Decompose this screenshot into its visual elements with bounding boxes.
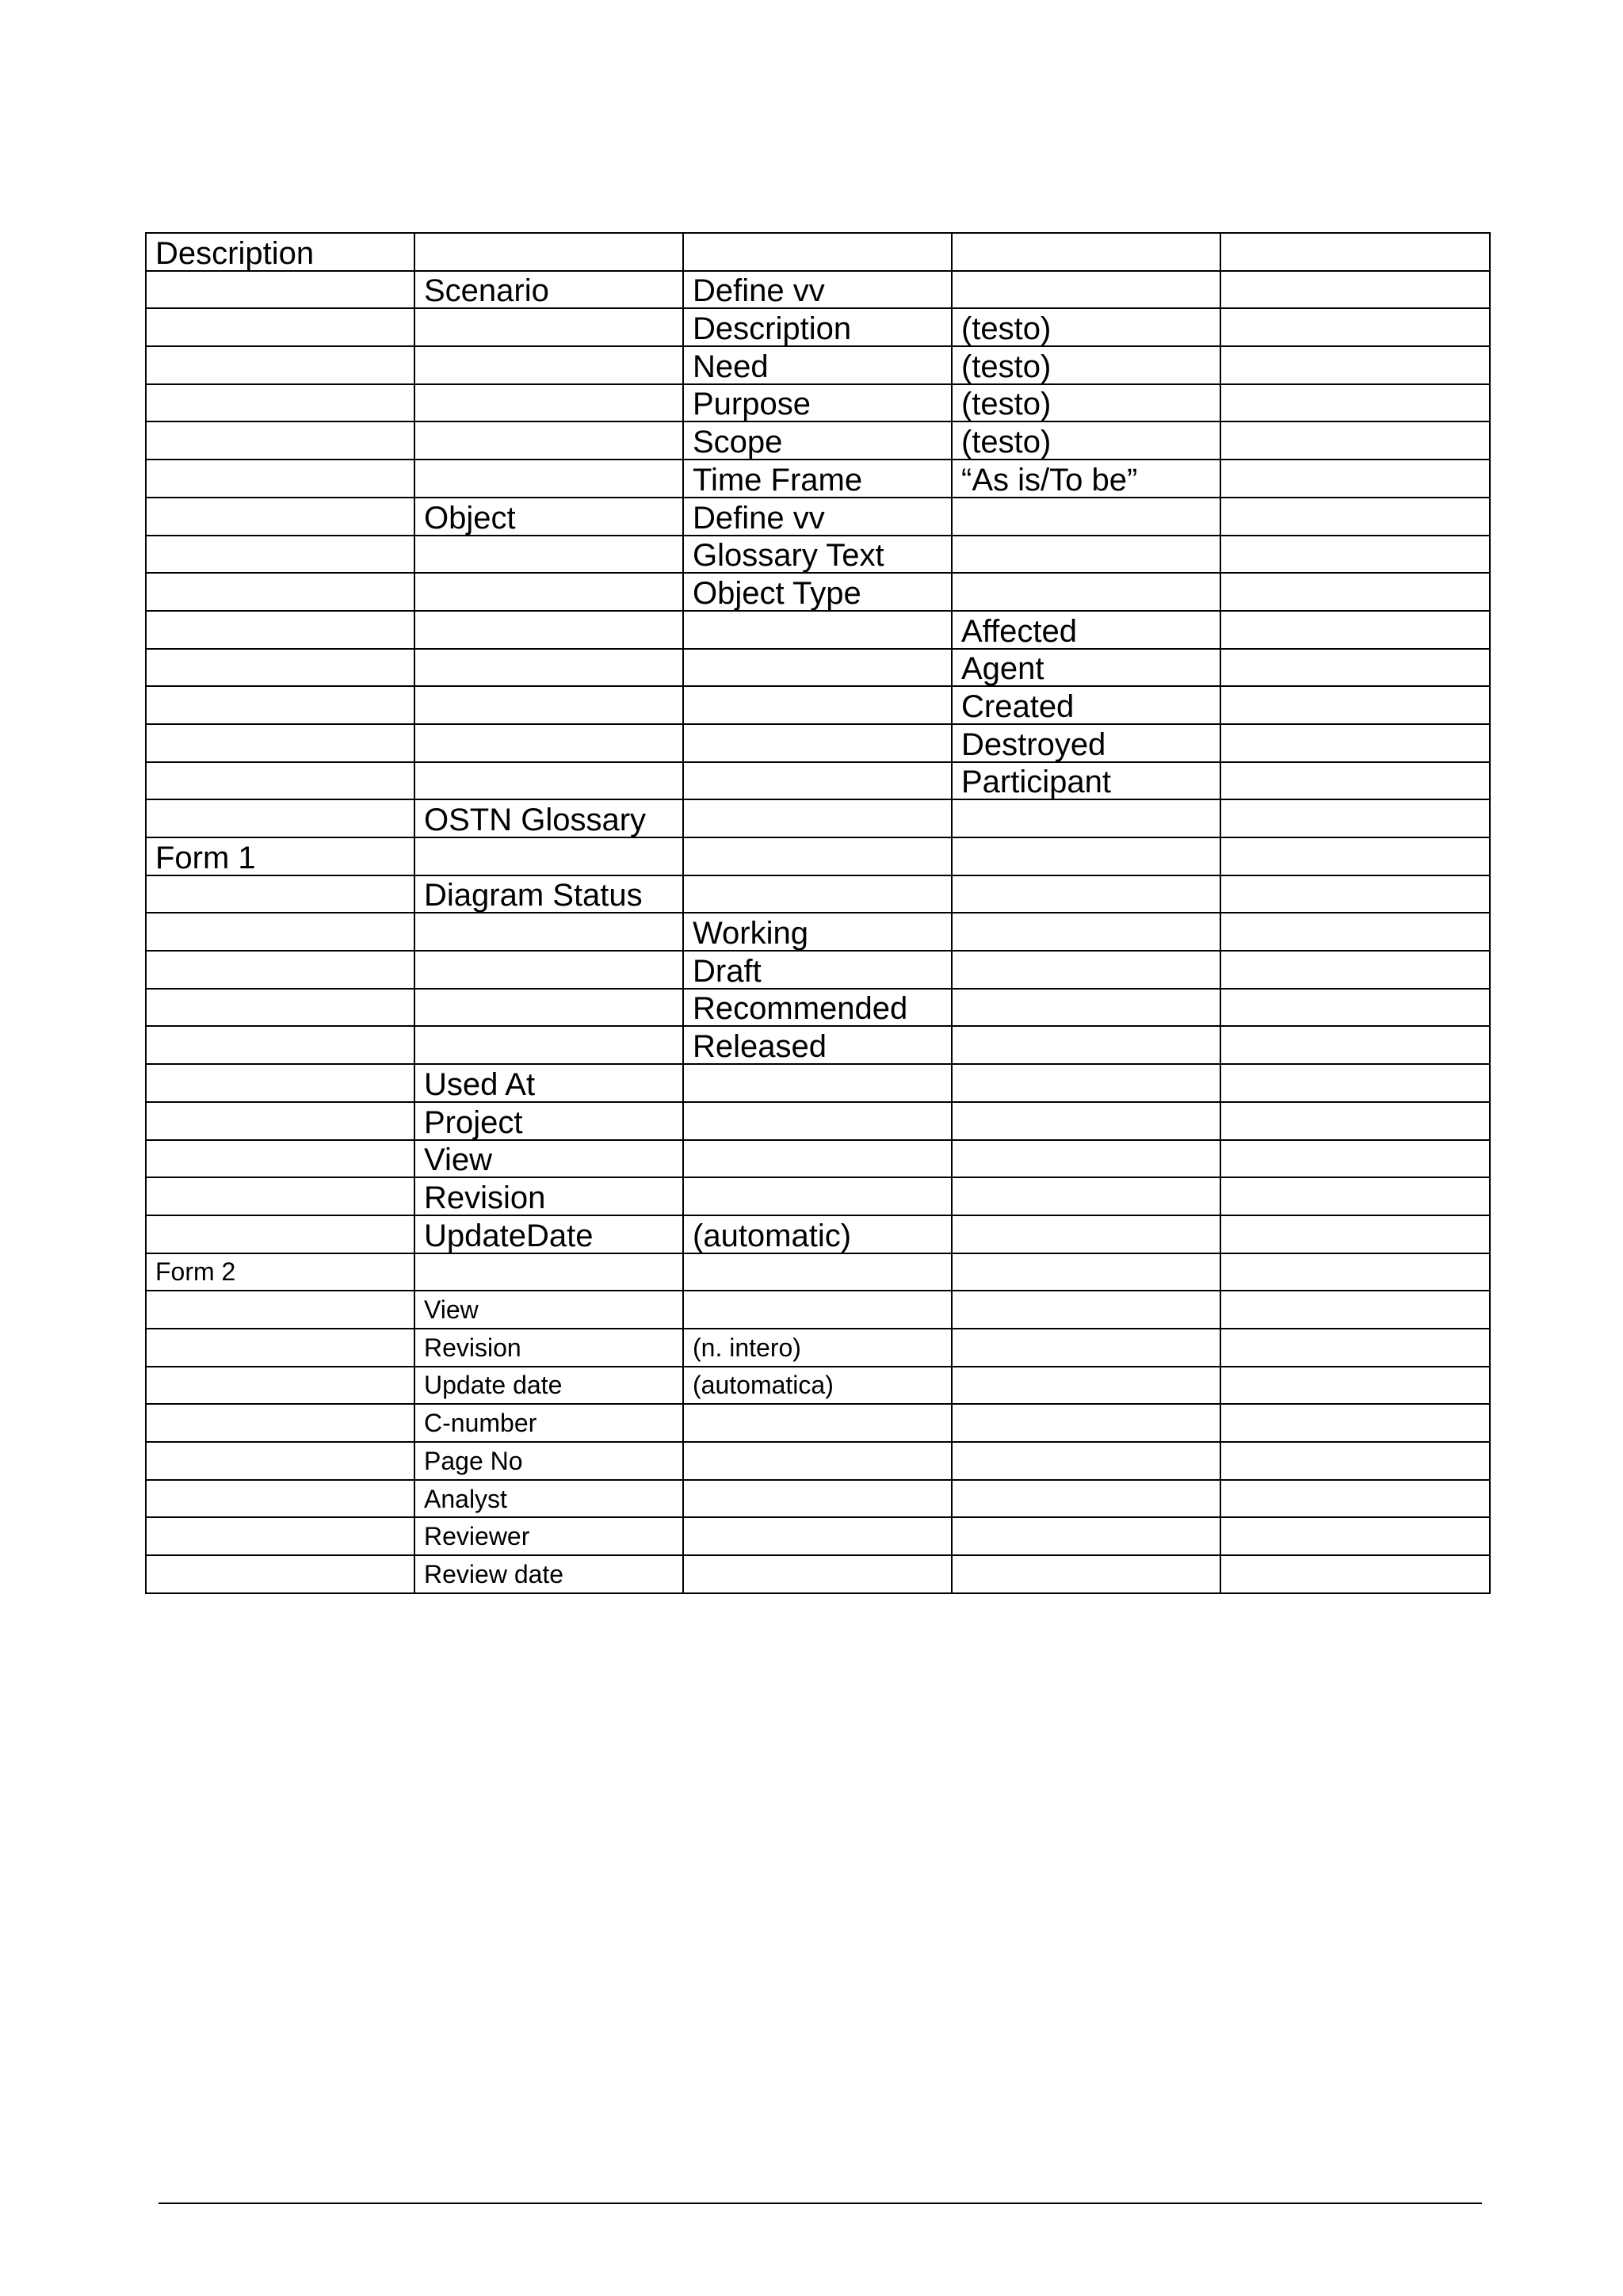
table-cell xyxy=(414,536,683,574)
table-cell xyxy=(683,686,952,724)
table-cell: (testo) xyxy=(952,421,1220,460)
table-cell xyxy=(952,498,1220,536)
table-cell: Revision xyxy=(414,1177,683,1215)
table-cell xyxy=(952,1367,1220,1405)
table-cell: Object Type xyxy=(683,573,952,611)
table-cell xyxy=(1220,498,1490,536)
table-cell xyxy=(414,346,683,384)
table-cell xyxy=(952,233,1220,271)
table-cell xyxy=(414,989,683,1027)
table-cell xyxy=(414,913,683,951)
table-cell: (automatic) xyxy=(683,1215,952,1253)
table-cell xyxy=(146,346,414,384)
table-row xyxy=(146,1367,1490,1405)
table-cell xyxy=(1220,384,1490,422)
table-cell xyxy=(146,1404,414,1442)
table-row xyxy=(146,1064,1490,1102)
table-cell: Released xyxy=(683,1026,952,1064)
table-cell: Define vv xyxy=(683,271,952,309)
table-cell xyxy=(146,951,414,989)
table-cell xyxy=(146,384,414,422)
table-row xyxy=(146,686,1490,724)
table-cell xyxy=(1220,1064,1490,1102)
table-cell: Review date xyxy=(414,1555,683,1593)
table-row xyxy=(146,1215,1490,1253)
table-cell xyxy=(683,762,952,800)
table-cell xyxy=(414,724,683,762)
table-cell xyxy=(1220,233,1490,271)
table-row xyxy=(146,384,1490,422)
table-cell xyxy=(683,1177,952,1215)
table-cell: Purpose xyxy=(683,384,952,422)
table-cell xyxy=(683,649,952,687)
table-cell xyxy=(952,1064,1220,1102)
table-row xyxy=(146,308,1490,346)
table-cell xyxy=(146,1442,414,1480)
table-cell: Diagram Status xyxy=(414,875,683,913)
document-table xyxy=(145,232,1491,1594)
table-cell xyxy=(146,573,414,611)
table-cell: Update date xyxy=(414,1367,683,1405)
table-cell xyxy=(952,989,1220,1027)
table-cell xyxy=(952,536,1220,574)
table-cell xyxy=(683,1102,952,1140)
table-cell: Recommended xyxy=(683,989,952,1027)
table-cell: Created xyxy=(952,686,1220,724)
table-cell xyxy=(952,1291,1220,1329)
table-cell xyxy=(1220,346,1490,384)
table-cell: (testo) xyxy=(952,384,1220,422)
table-cell xyxy=(1220,762,1490,800)
table-cell xyxy=(1220,573,1490,611)
table-row xyxy=(146,1404,1490,1442)
table-cell xyxy=(1220,649,1490,687)
table-cell xyxy=(952,875,1220,913)
table-cell xyxy=(1220,1404,1490,1442)
table-cell xyxy=(414,951,683,989)
table-cell xyxy=(146,686,414,724)
table-row xyxy=(146,1026,1490,1064)
table-cell xyxy=(1220,1026,1490,1064)
table-row xyxy=(146,762,1490,800)
table-row xyxy=(146,1442,1490,1480)
table-cell xyxy=(683,1140,952,1178)
table-cell xyxy=(683,611,952,649)
table-cell xyxy=(952,1517,1220,1555)
table-cell xyxy=(146,1064,414,1102)
table-row xyxy=(146,1480,1490,1518)
table-cell xyxy=(146,1291,414,1329)
table-cell xyxy=(1220,536,1490,574)
table-row xyxy=(146,724,1490,762)
table-row xyxy=(146,951,1490,989)
table-cell xyxy=(952,1026,1220,1064)
table-row xyxy=(146,1517,1490,1555)
table-cell xyxy=(146,536,414,574)
table-cell xyxy=(146,875,414,913)
table-cell xyxy=(414,837,683,875)
table-cell xyxy=(146,762,414,800)
table-cell xyxy=(952,271,1220,309)
table-cell xyxy=(1220,1291,1490,1329)
table-cell: Reviewer xyxy=(414,1517,683,1555)
table-cell xyxy=(952,1442,1220,1480)
table-row xyxy=(146,1555,1490,1593)
table-cell xyxy=(952,1555,1220,1593)
table-cell xyxy=(683,1404,952,1442)
table-cell: (testo) xyxy=(952,308,1220,346)
table-cell xyxy=(1220,1177,1490,1215)
table-cell: Page No xyxy=(414,1442,683,1480)
table-cell xyxy=(952,1329,1220,1367)
table-row xyxy=(146,233,1490,271)
table-cell xyxy=(952,951,1220,989)
table-cell xyxy=(952,913,1220,951)
table-cell xyxy=(683,1517,952,1555)
table-cell: Affected xyxy=(952,611,1220,649)
table-cell xyxy=(414,1026,683,1064)
table-cell xyxy=(146,308,414,346)
table-cell: Used At xyxy=(414,1064,683,1102)
table-cell xyxy=(1220,1253,1490,1291)
table-cell xyxy=(146,913,414,951)
table-cell: Form 2 xyxy=(146,1253,414,1291)
table-row xyxy=(146,989,1490,1027)
table-cell: Scope xyxy=(683,421,952,460)
table-row xyxy=(146,1102,1490,1140)
table-cell xyxy=(414,384,683,422)
table-cell xyxy=(146,1177,414,1215)
table-cell xyxy=(952,1102,1220,1140)
table-cell xyxy=(683,724,952,762)
table-cell xyxy=(683,837,952,875)
table-cell: Analyst xyxy=(414,1480,683,1518)
table-cell: Object xyxy=(414,498,683,536)
table-cell xyxy=(1220,1480,1490,1518)
table-cell: Draft xyxy=(683,951,952,989)
table-cell: View xyxy=(414,1291,683,1329)
table-cell xyxy=(952,1140,1220,1178)
table-cell xyxy=(146,649,414,687)
table-cell: C-number xyxy=(414,1404,683,1442)
table-cell: Working xyxy=(683,913,952,951)
table-cell xyxy=(146,611,414,649)
table-cell xyxy=(414,762,683,800)
table-row xyxy=(146,1329,1490,1367)
table-cell xyxy=(146,1367,414,1405)
table-cell xyxy=(1220,724,1490,762)
table-cell xyxy=(1220,1517,1490,1555)
table-cell xyxy=(146,1102,414,1140)
table-cell: Description xyxy=(683,308,952,346)
table-cell xyxy=(1220,308,1490,346)
table-cell xyxy=(414,686,683,724)
table-body xyxy=(146,233,1490,1593)
table-row xyxy=(146,1177,1490,1215)
table-cell xyxy=(1220,1367,1490,1405)
table-cell xyxy=(146,421,414,460)
table-row xyxy=(146,1140,1490,1178)
table-row xyxy=(146,1291,1490,1329)
table-cell xyxy=(1220,1102,1490,1140)
table-row xyxy=(146,346,1490,384)
table-cell xyxy=(683,1064,952,1102)
table-cell xyxy=(683,1480,952,1518)
table-cell xyxy=(1220,875,1490,913)
table-cell xyxy=(414,573,683,611)
table-cell xyxy=(952,837,1220,875)
table-cell xyxy=(683,1442,952,1480)
table-cell xyxy=(146,271,414,309)
table-cell xyxy=(146,1329,414,1367)
table-cell xyxy=(1220,1215,1490,1253)
table-cell xyxy=(952,1404,1220,1442)
table-cell xyxy=(1220,1140,1490,1178)
table-cell xyxy=(1220,837,1490,875)
table-row xyxy=(146,649,1490,687)
table-row xyxy=(146,498,1490,536)
table-cell xyxy=(414,308,683,346)
table-cell: Define vv xyxy=(683,498,952,536)
table-cell: (n. intero) xyxy=(683,1329,952,1367)
table-cell xyxy=(146,799,414,837)
table-cell xyxy=(414,1253,683,1291)
table-cell: Glossary Text xyxy=(683,536,952,574)
table-cell: Description xyxy=(146,233,414,271)
table-cell xyxy=(146,989,414,1027)
table-cell xyxy=(952,1177,1220,1215)
table-row xyxy=(146,421,1490,460)
table-cell: UpdateDate xyxy=(414,1215,683,1253)
table-row xyxy=(146,913,1490,951)
table-cell: Destroyed xyxy=(952,724,1220,762)
table-cell: View xyxy=(414,1140,683,1178)
table-cell xyxy=(146,460,414,498)
table-cell xyxy=(414,460,683,498)
table-cell xyxy=(683,1253,952,1291)
table-cell: Revision xyxy=(414,1329,683,1367)
table-cell xyxy=(683,233,952,271)
table-cell: Agent xyxy=(952,649,1220,687)
table-cell: OSTN Glossary xyxy=(414,799,683,837)
table-row xyxy=(146,799,1490,837)
table-cell xyxy=(414,233,683,271)
table-row xyxy=(146,875,1490,913)
table-cell xyxy=(1220,460,1490,498)
table-cell xyxy=(1220,421,1490,460)
table-cell xyxy=(1220,271,1490,309)
table-cell: (automatica) xyxy=(683,1367,952,1405)
table-cell xyxy=(683,875,952,913)
table-cell xyxy=(146,1026,414,1064)
table-row xyxy=(146,1253,1490,1291)
table-row xyxy=(146,536,1490,574)
table-cell: Time Frame xyxy=(683,460,952,498)
table-cell xyxy=(952,1253,1220,1291)
table-cell xyxy=(414,649,683,687)
table-cell xyxy=(683,799,952,837)
table-cell xyxy=(952,1480,1220,1518)
table-cell: “As is/To be” xyxy=(952,460,1220,498)
table-cell xyxy=(146,1517,414,1555)
table-cell xyxy=(1220,989,1490,1027)
table-cell xyxy=(1220,686,1490,724)
table-cell xyxy=(1220,913,1490,951)
table-row xyxy=(146,611,1490,649)
table-cell xyxy=(1220,951,1490,989)
table-cell xyxy=(146,1480,414,1518)
footer-divider xyxy=(158,2203,1482,2204)
table-cell: Project xyxy=(414,1102,683,1140)
table-cell xyxy=(952,573,1220,611)
table-cell: Scenario xyxy=(414,271,683,309)
table-cell: Participant xyxy=(952,762,1220,800)
table-cell xyxy=(1220,1442,1490,1480)
table-cell xyxy=(952,1215,1220,1253)
table-cell xyxy=(683,1555,952,1593)
table-cell: Form 1 xyxy=(146,837,414,875)
table-cell: Need xyxy=(683,346,952,384)
table-cell xyxy=(683,1291,952,1329)
table-row xyxy=(146,271,1490,309)
table-cell xyxy=(146,1140,414,1178)
table-cell xyxy=(414,611,683,649)
table-cell xyxy=(146,498,414,536)
table-cell: (testo) xyxy=(952,346,1220,384)
table-row xyxy=(146,460,1490,498)
table-cell xyxy=(1220,1555,1490,1593)
table-cell xyxy=(1220,1329,1490,1367)
table-cell xyxy=(414,421,683,460)
table-cell xyxy=(952,799,1220,837)
table-cell xyxy=(1220,611,1490,649)
table-cell xyxy=(146,1215,414,1253)
table-row xyxy=(146,573,1490,611)
table-row xyxy=(146,837,1490,875)
table-cell xyxy=(1220,799,1490,837)
table-cell xyxy=(146,724,414,762)
table-cell xyxy=(146,1555,414,1593)
